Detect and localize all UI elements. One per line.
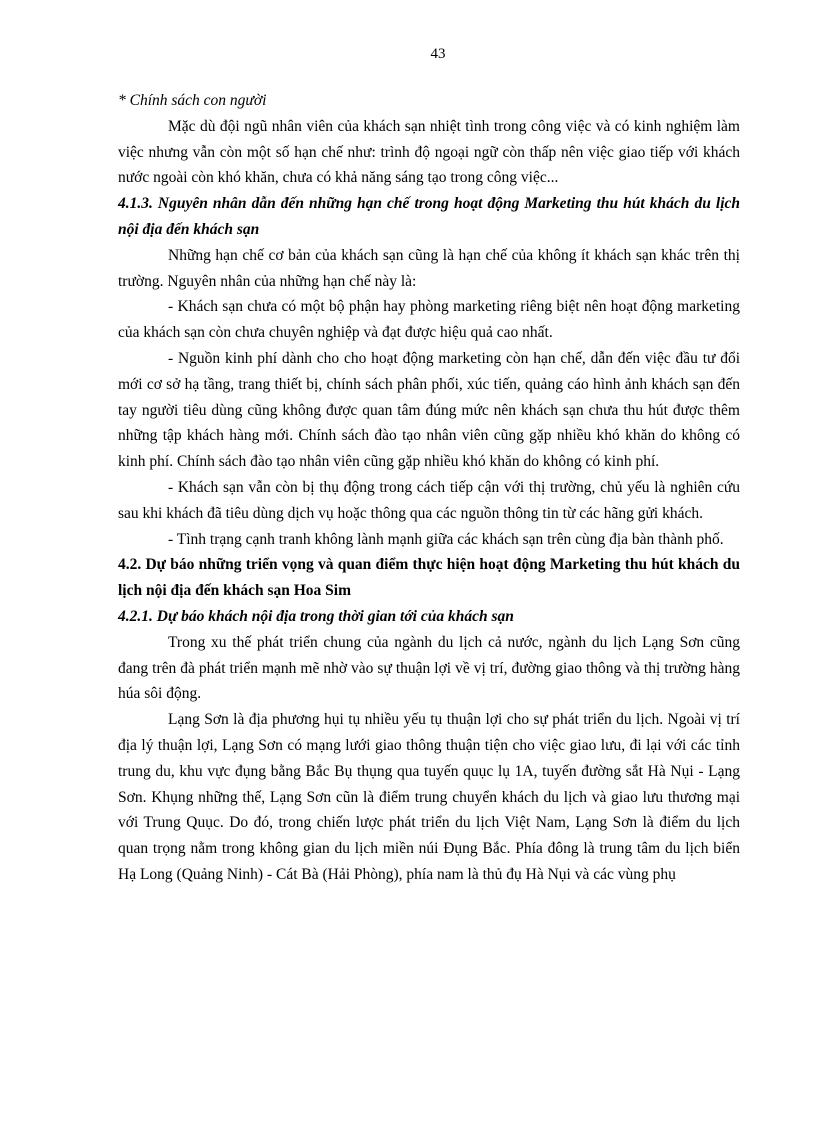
bullet-paragraph: - Nguồn kinh phí dành cho cho hoạt động marketing còn hạn chế, dẫn đến việc đầu tư đổi mới cơ sở hạ tầng, trang thiết bị, chính sách phân phối, xúc tiến, quảng cáo hình ảnh khách sạn đến tay người tiêu dùng cũng không được quan tâm đúng mức nên khách sạn chưa thu hút được thêm những tập khách hàng mới. Chính sách đào tạo nhân viên cũng gặp nhiều khó khăn do không có kinh phí. Chính sách đào tạo nhân viên cũng gặp nhiều khó khăn do không có kinh phí. (118, 349, 740, 471)
section-heading-human-policy: * Chính sách con người (118, 92, 267, 109)
paragraph: Lạng Sơn là địa phương hụi tụ nhiều yếu tụ thuận lợi cho sự phát triển du lịch. Ngoài vị trí địa lý thuận lợi, Lạng Sơn có mạng lưới giao thông thuận tiện cho việc giao lưu, đi lại với các tỉnh trung du, khu vực đụng bằng Bắc Bụ thụng qua tuyến quục lụ 1A, tuyến đường sắt Hà Nụi - Lạng Sơn. Khụng những thế, Lạng Sơn cũn là điểm trung chuyển khách du lịch và giao lưu thương mại với Trung Quục. Do đó, trong chiến lược phát triển du lịch Việt Nam, Lạng Sơn là điểm du lịch quan trọng nằm trong không gian du lịch miền núi Đụng Bắc. Phía đông là trung tâm du lịch biển Hạ Long (Quảng Ninh) - Cát Bà (Hải Phòng), phía nam là thủ đụ Hà Nụi và các vùng phụ (118, 711, 740, 883)
bullet-paragraph: - Khách sạn chưa có một bộ phận hay phòng marketing riêng biệt nên hoạt động marketing của khách sạn còn chưa chuyên nghiệp và đạt được hiệu quả cao nhất. (118, 298, 740, 342)
paragraph: Những hạn chế cơ bản của khách sạn cũng là hạn chế của không ít khách sạn khác trên thị trường. Nguyên nhân của những hạn chế này là: (118, 246, 740, 290)
document-body (118, 88, 740, 888)
page-number: 43 (430, 46, 446, 62)
bullet-paragraph: - Khách sạn vẫn còn bị thụ động trong cách tiếp cận với thị trường, chủ yếu là nghiên cứu sau khi khách đã tiêu dùng dịch vụ hoặc thông qua các nguồn thông tin từ các hãng gửi khách. (118, 478, 740, 522)
bullet-paragraph: - Tình trạng cạnh tranh không lành mạnh giữa các khách sạn trên cùng địa bàn thành phố. (168, 530, 724, 548)
paragraph: Mặc dù đội ngũ nhân viên của khách sạn nhiệt tình trong công việc và có kinh nghiệm làm việc nhưng vẫn còn một số hạn chế như: trình độ ngoại ngữ còn thấp nên việc giao tiếp với khách nước ngoài còn khó khăn, chưa có khả năng sáng tạo trong công việc... (118, 117, 740, 187)
section-heading-4-1-3: 4.1.3. Nguyên nhân dẫn đến những hạn chế trong hoạt động Marketing thu hút khách du lịch nội địa đến khách sạn (118, 195, 740, 238)
section-heading-4-2-1: 4.2.1. Dự báo khách nội địa trong thời gian tới của khách sạn (118, 607, 514, 625)
section-heading-4-2: 4.2. Dự báo những triển vọng và quan điểm thực hiện hoạt động Marketing thu hút khách du lịch nội địa đến khách sạn Hoa Sim (118, 556, 740, 600)
paragraph: Trong xu thế phát triển chung của ngành du lịch cả nước, ngành du lịch Lạng Sơn cũng đang trên đà phát triển mạnh mẽ nhờ vào sự thuận lợi về vị trí, đường giao thông và thị trường hàng húa sôi động. (118, 633, 740, 703)
